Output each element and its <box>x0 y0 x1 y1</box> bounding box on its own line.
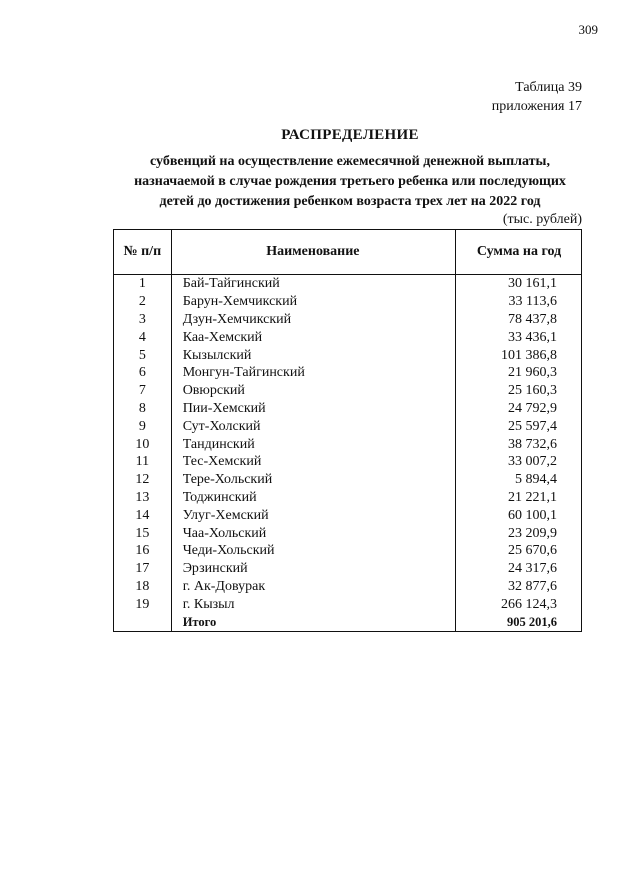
row-num: 7 <box>114 382 172 400</box>
row-num: 3 <box>114 311 172 329</box>
row-num: 18 <box>114 578 172 596</box>
table-row <box>114 506 582 524</box>
row-num: 5 <box>114 346 172 364</box>
header-num: № п/п <box>114 230 172 275</box>
table-row <box>114 382 582 400</box>
table-row <box>114 311 582 329</box>
row-sum: 25 597,4 <box>456 417 582 435</box>
row-sum: 33 113,6 <box>456 293 582 311</box>
row-num: 19 <box>114 595 172 613</box>
table-total-row <box>114 613 582 631</box>
table-ref-line1: Таблица 39 <box>515 80 582 95</box>
total-label: Итого <box>171 613 455 631</box>
table-row <box>114 293 582 311</box>
row-num: 12 <box>114 471 172 489</box>
row-sum: 24 317,6 <box>456 560 582 578</box>
row-sum: 30 161,1 <box>456 275 582 293</box>
row-num: 1 <box>114 275 172 293</box>
table-row <box>114 595 582 613</box>
row-sum: 266 124,3 <box>456 595 582 613</box>
document-title: РАСПРЕДЕЛЕНИЕ <box>281 127 419 143</box>
row-sum: 33 436,1 <box>456 328 582 346</box>
table-ref-line2: приложения 17 <box>491 99 582 114</box>
row-num: 9 <box>114 417 172 435</box>
page-number: 309 <box>578 22 598 37</box>
row-name: Бай-Тайгинский <box>171 275 455 293</box>
table-row <box>114 346 582 364</box>
row-sum: 101 386,8 <box>456 346 582 364</box>
row-num: 2 <box>114 293 172 311</box>
row-sum: 78 437,8 <box>456 311 582 329</box>
table-row <box>114 489 582 507</box>
row-num: 14 <box>114 506 172 524</box>
row-name: г. Кызыл <box>171 595 455 613</box>
row-num: 13 <box>114 489 172 507</box>
total-sum: 905 201,6 <box>456 613 582 631</box>
row-num: 11 <box>114 453 172 471</box>
row-name: г. Ак-Довурак <box>171 578 455 596</box>
row-sum: 24 792,9 <box>456 400 582 418</box>
table-row <box>114 364 582 382</box>
table-row <box>114 524 582 542</box>
row-sum: 5 894,4 <box>456 471 582 489</box>
row-num: 8 <box>114 400 172 418</box>
row-name: Тес-Хемский <box>171 453 455 471</box>
row-name: Барун-Хемчикский <box>171 293 455 311</box>
row-sum: 21 960,3 <box>456 364 582 382</box>
row-num: 15 <box>114 524 172 542</box>
units-note: (тыс. рублей) <box>502 212 582 227</box>
row-name: Улуг-Хемский <box>171 506 455 524</box>
row-name: Дзун-Хемчикский <box>171 311 455 329</box>
subtitle-line1: субвенций на осуществление ежемесячной денежной выплаты, <box>150 154 550 169</box>
table-row <box>114 328 582 346</box>
subtitle-line3: детей до достижения ребенком возраста трех лет на 2022 год <box>159 194 541 209</box>
document-subtitle <box>110 152 590 212</box>
row-name: Чеди-Хольский <box>171 542 455 560</box>
row-num: 10 <box>114 435 172 453</box>
row-sum: 60 100,1 <box>456 506 582 524</box>
header-sum: Сумма на год <box>456 230 582 275</box>
row-name: Каа-Хемский <box>171 328 455 346</box>
row-name: Пии-Хемский <box>171 400 455 418</box>
row-num: 6 <box>114 364 172 382</box>
table-row <box>114 542 582 560</box>
row-sum: 23 209,9 <box>456 524 582 542</box>
total-num-cell <box>114 613 172 631</box>
table-row <box>114 560 582 578</box>
table-row <box>114 275 582 293</box>
table-row <box>114 471 582 489</box>
row-name: Монгун-Тайгинский <box>171 364 455 382</box>
row-name: Тоджинский <box>171 489 455 507</box>
table-body <box>114 275 582 632</box>
row-name: Тере-Хольский <box>171 471 455 489</box>
row-sum: 25 160,3 <box>456 382 582 400</box>
table-row <box>114 417 582 435</box>
row-name: Эрзинский <box>171 560 455 578</box>
row-sum: 21 221,1 <box>456 489 582 507</box>
row-name: Овюрский <box>171 382 455 400</box>
row-sum: 38 732,6 <box>456 435 582 453</box>
row-sum: 32 877,6 <box>456 578 582 596</box>
row-sum: 33 007,2 <box>456 453 582 471</box>
row-num: 17 <box>114 560 172 578</box>
table-row <box>114 453 582 471</box>
table-row <box>114 578 582 596</box>
row-name: Чаа-Хольский <box>171 524 455 542</box>
table-reference <box>492 78 582 116</box>
row-num: 16 <box>114 542 172 560</box>
header-name: Наименование <box>171 230 455 275</box>
row-name: Тандинский <box>171 435 455 453</box>
row-name: Сут-Холский <box>171 417 455 435</box>
row-num: 4 <box>114 328 172 346</box>
row-sum: 25 670,6 <box>456 542 582 560</box>
table-row <box>114 435 582 453</box>
subtitle-line2: назначаемой в случае рождения третьего ребенка или последующих <box>134 174 566 189</box>
table-header-row <box>114 230 582 275</box>
distribution-table <box>113 229 582 632</box>
table-row <box>114 400 582 418</box>
row-name: Кызылский <box>171 346 455 364</box>
